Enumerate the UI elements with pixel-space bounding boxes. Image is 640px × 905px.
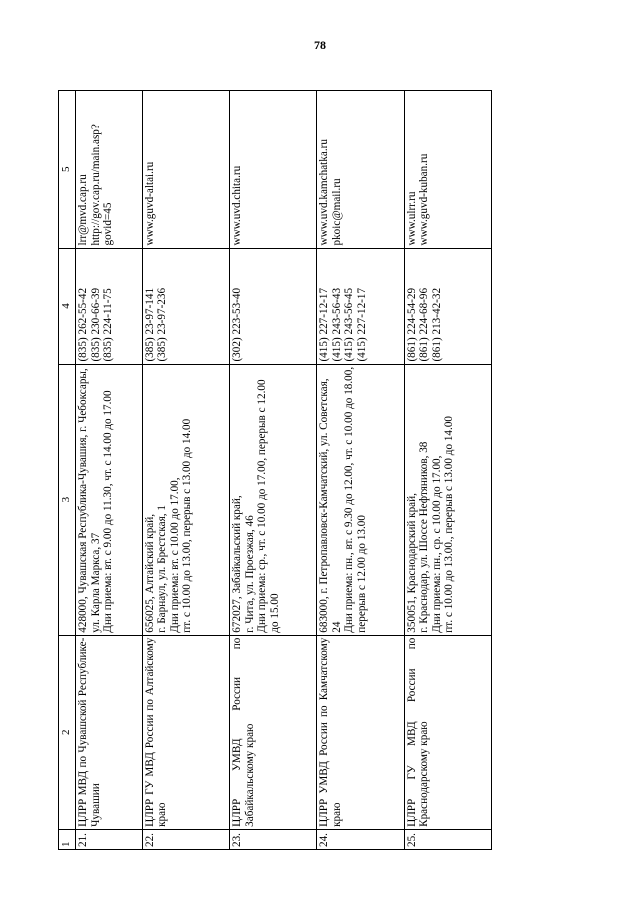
web-cell: [230, 91, 317, 249]
web-link[interactable]: www.uvd.kamchatka.ru: [318, 139, 331, 246]
address-line: ул. Карла Маркса, 37: [89, 532, 102, 633]
address-cell: [230, 364, 317, 635]
col-header-3: 3: [59, 364, 76, 635]
web-link[interactable]: http://gov.cap.ru/main.asp?govid=45: [89, 124, 115, 246]
phone-line: (835) 262-55-42: [77, 287, 89, 362]
col-header-1: 1: [59, 829, 76, 849]
web-link[interactable]: www.guvd-altai.ru: [143, 161, 156, 246]
table-row: [404, 91, 491, 850]
phone-line: (835) 224-11-75: [102, 288, 115, 362]
phones-cell: [230, 248, 317, 364]
phone-line: (415) 243-56-43: [330, 287, 343, 362]
address-cell: [404, 364, 491, 635]
phone-line: (835) 230-66-39: [89, 287, 102, 362]
table-row: [142, 91, 229, 850]
org-name: ЦЛРР МВД по Чувашской Республике-Чувашии: [76, 635, 143, 829]
org-name: ЦЛРР ГУ МВД России по Краснодарскому краю: [404, 635, 491, 829]
table-rotation-wrapper: [58, 90, 492, 850]
web-link[interactable]: pkoic@mail.ru: [330, 178, 343, 246]
row-number: 23.: [230, 829, 317, 849]
address-line: г. Барнаул, ул. Брестская, 1: [156, 505, 169, 633]
row-number: 24.: [317, 829, 404, 849]
phone-line: (385) 23-97-141: [143, 287, 156, 362]
address-line: Дни приема: пн., ср. с 10.00 до 17.00,: [430, 455, 443, 633]
phone-line: (415) 227-12-17: [355, 287, 368, 362]
web-cell: [404, 91, 491, 249]
page-number: 78: [314, 38, 326, 52]
phones-cell: [404, 248, 491, 364]
org-name: ЦЛРР ГУ МВД России по Алтайскому краю: [142, 635, 229, 829]
address-cell: [142, 364, 229, 635]
address-line: 656025, Алтайский край,: [143, 513, 156, 633]
row-number: 22.: [142, 829, 229, 849]
col-header-4: 4: [59, 248, 76, 364]
address-line: г. Чита, ул. Проезжая, 46: [243, 515, 256, 633]
address-line: 428000, Чувашская Республика-Чувашия, г. Чебоксары,: [77, 368, 89, 633]
org-name: ЦЛРР УМВД России по Забайкальскому краю: [230, 635, 317, 829]
row-number: 21.: [76, 829, 143, 849]
address-line: 672027, Забайкальский край,: [231, 495, 244, 633]
address-line: пт. с 10.00 до 13.00., перерыв с 13.00 до 14.00: [443, 415, 456, 633]
phones-cell: [142, 248, 229, 364]
web-link[interactable]: www.uvd.chita.ru: [231, 165, 244, 246]
address-line: Дни приема: пн., вт. с 9.30 до 12.00, чт. с 10.00 до 18.00, перерыв с 12.00 до 13.00: [343, 366, 368, 633]
phones-cell: [76, 248, 143, 364]
web-cell: [142, 91, 229, 249]
phone-line: (415) 227-12-17: [318, 287, 331, 362]
address-line: Дни приема: ср., чт. с 10.00 до 17.00, перерыв с 12.00 до 15.00: [256, 379, 281, 633]
address-line: 350051, Краснодарский край,: [405, 493, 418, 633]
web-link[interactable]: lrr@mvd.cap.ru: [77, 174, 89, 246]
address-line: 683000, г. Петропавловск-Камчатский, ул. Советская, 24: [318, 378, 343, 633]
licensing-centers-table: [58, 90, 492, 850]
row-number: 25.: [404, 829, 491, 849]
table-row: [76, 91, 143, 850]
column-number-row: [59, 91, 76, 850]
address-line: г. Краснодар, ул. Шоссе Нефтяников, 38: [418, 441, 431, 633]
phone-line: (385) 23-97-236: [156, 287, 169, 362]
table-row: [230, 91, 317, 850]
web-cell: [317, 91, 404, 249]
col-header-2: 2: [59, 635, 76, 829]
address-line: пт. с 10.00 до 13.00, перерыв с 13.00 до 14.00: [181, 418, 194, 633]
phones-cell: [317, 248, 404, 364]
phone-line: (861) 213-42-32: [430, 287, 443, 362]
web-cell: [76, 91, 143, 249]
address-cell: [317, 364, 404, 635]
phone-line: (861) 224-54-29: [405, 287, 418, 362]
org-name: ЦЛРР УМВД России по Камчатскому краю: [317, 635, 404, 829]
address-line: Дни приема: вт. с 10.00 до 17.00,: [168, 477, 181, 633]
web-link[interactable]: www.ulrr.ru: [405, 191, 418, 246]
address-line: Дни приема: вт. с 9.00 до 11.30, чт. с 14.00 до 17.00: [102, 390, 115, 633]
address-cell: [76, 364, 143, 635]
phone-line: (415) 243-56-45: [343, 287, 356, 362]
web-link[interactable]: www.guvd-kuban.ru: [418, 153, 431, 246]
phone-line: (861) 224-68-96: [418, 287, 431, 362]
phone-line: (302) 223-53-40: [231, 287, 244, 362]
rotated-table-container: [58, 90, 492, 850]
col-header-5: 5: [59, 91, 76, 249]
table-row: [317, 91, 404, 850]
